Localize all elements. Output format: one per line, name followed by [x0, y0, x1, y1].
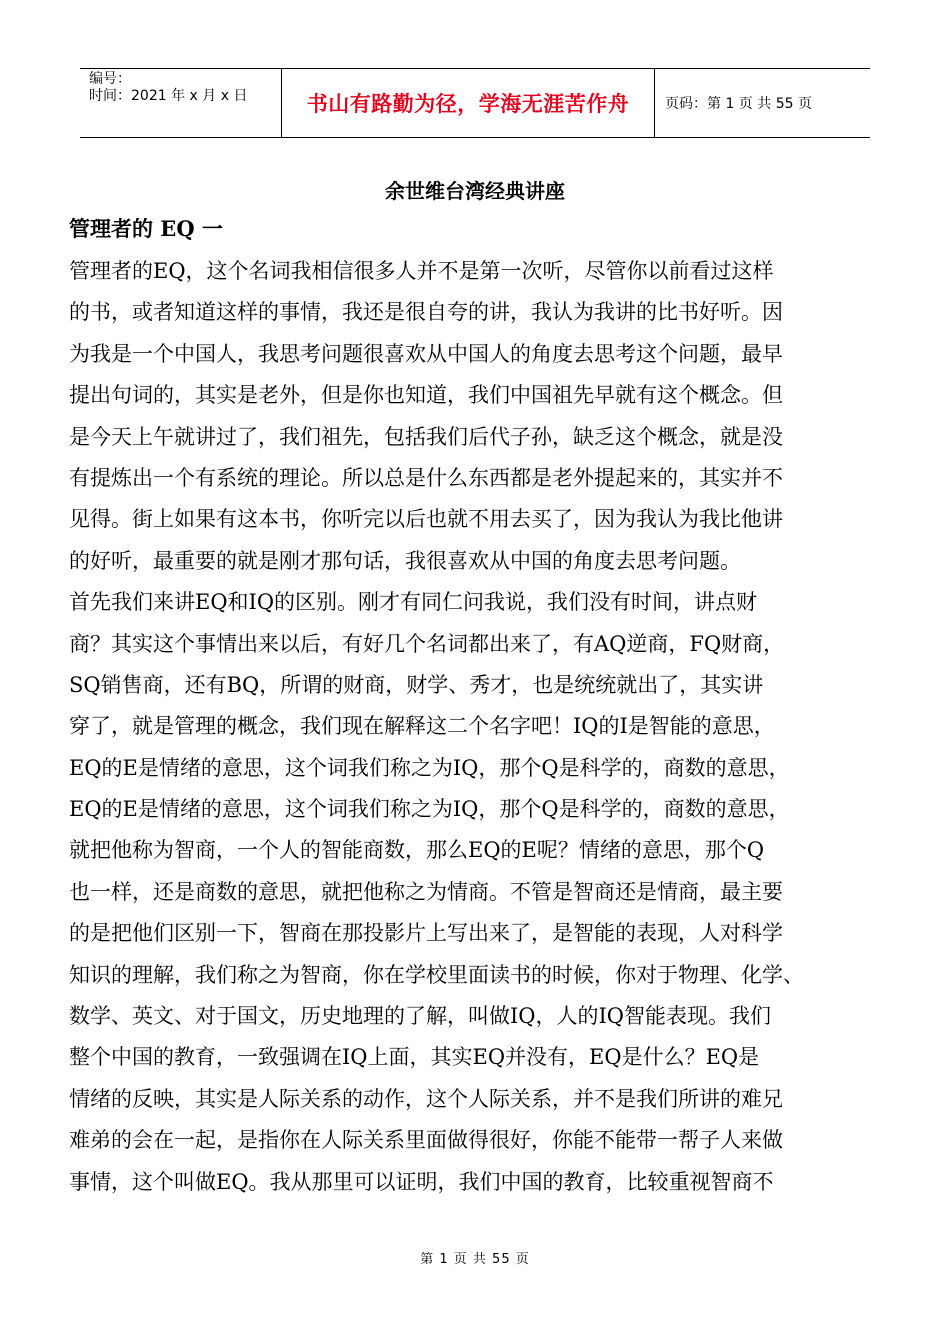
number-label: 编号： — [89, 71, 131, 87]
text-line: 的是把他们区别一下，智商在那投影片上写出来了，是智能的表现，人对科学 — [69, 921, 783, 946]
section-title: 管理者的 EQ 一 — [69, 216, 223, 241]
text-line: 有提炼出一个有系统的理论。所以总是什么东西都是老外提起来的，其实并不 — [69, 465, 783, 490]
text-line: 见得。街上如果有这本书，你听完以后也就不用去买了，因为我认为我比他讲 — [69, 507, 783, 532]
text-line: 为我是一个中国人，我思考问题很喜欢从中国人的角度去思考这个问题，最早 — [69, 341, 783, 366]
text-line: 商？其实这个事情出来以后，有好几个名词都出来了，有AQ逆商，FQ财商， — [69, 631, 785, 656]
text-line: 也一样，还是商数的意思，就把他称之为情商。不管是智商还是情商，最主要 — [69, 879, 783, 904]
header-motto-cell — [282, 69, 655, 137]
text-line: EQ的E是情绪的意思，这个词我们称之为IQ，那个Q是科学的，商数的意思， — [69, 755, 790, 780]
page-info: 页码：第 1 页 共 55 页 — [665, 96, 812, 112]
time-label: 时间：2021 年 x 月 x 日 — [89, 88, 248, 104]
text-line: 管理者的EQ，这个名词我相信很多人并不是第一次听，尽管你以前看过这样 — [69, 259, 774, 283]
text-line: 提出句词的，其实是老外，但是你也知道，我们中国祖先早就有这个概念。但 — [69, 383, 783, 408]
text-line: 难弟的会在一起，是指你在人际关系里面做得很好，你能不能带一帮子人来做 — [69, 1128, 783, 1153]
text-line: 的好听，最重要的就是刚才那句话，我很喜欢从中国的角度去思考问题。 — [69, 548, 741, 573]
text-line: 就把他称为智商，一个人的智能商数，那么EQ的E呢？情绪的意思，那个Q — [69, 838, 765, 863]
body-text — [69, 251, 889, 1203]
header-page-cell — [655, 69, 870, 137]
text-line: 整个中国的教育，一致强调在IQ上面，其实EQ并没有，EQ是什么？EQ是 — [69, 1045, 760, 1070]
text-line: 知识的理解，我们称之为智商，你在学校里面读书的时候，你对于物理、化学、 — [69, 962, 804, 987]
document-title: 余世维台湾经典讲座 — [385, 179, 565, 203]
motto-text: 书山有路勤为径，学海无涯苦作舟 — [306, 92, 630, 116]
text-line: 事情，这个叫做EQ。我从那里可以证明，我们中国的教育，比较重视智商不 — [69, 1169, 774, 1194]
text-line: 的书，或者知道这样的事情，我还是很自夸的讲，我认为我讲的比书好听。因 — [69, 300, 783, 325]
text-line: 数学、英文、对于国文，历史地理的了解，叫做IQ，人的IQ智能表现。我们 — [69, 1004, 772, 1029]
header-table — [80, 68, 870, 138]
text-line: EQ的E是情绪的意思，这个词我们称之为IQ，那个Q是科学的，商数的意思， — [69, 797, 790, 822]
text-line: 首先我们来讲EQ和IQ的区别。刚才有同仁问我说，我们没有时间，讲点财 — [69, 590, 758, 615]
text-line: SQ销售商，还有BQ，所谓的财商，财学、秀才，也是统统就出了，其实讲 — [69, 672, 764, 697]
text-line: 是今天上午就讲过了，我们祖先，包括我们后代子孙，缺乏这个概念，就是没 — [69, 424, 783, 449]
page-footer: 第 1 页 共 55 页 — [420, 1252, 530, 1267]
text-line: 穿了，就是管理的概念，我们现在解释这二个名字吧！IQ的I是智能的意思， — [69, 714, 775, 739]
text-line: 情绪的反映，其实是人际关系的动作，这个人际关系，并不是我们所讲的难兄 — [69, 1086, 783, 1111]
header-left-cell — [80, 69, 282, 137]
